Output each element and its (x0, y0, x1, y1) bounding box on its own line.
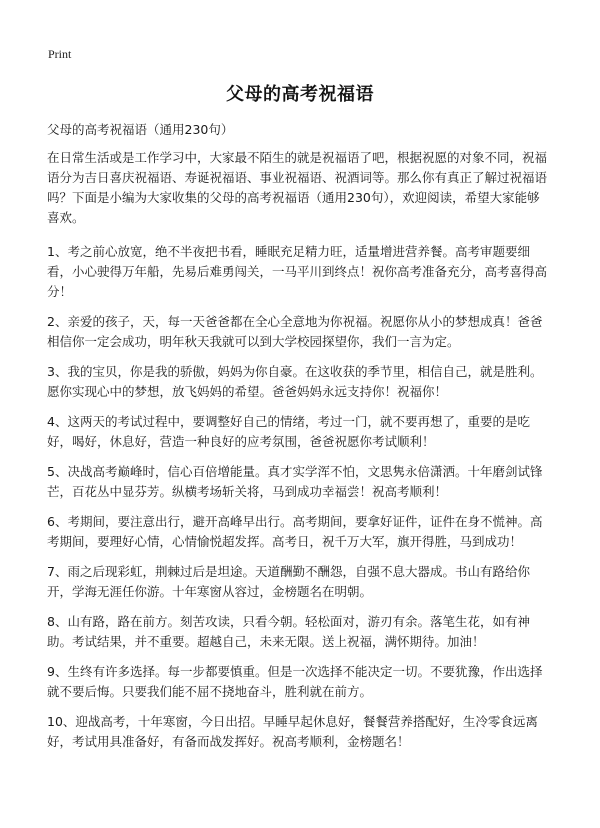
blessing-item-6: 6、考期间，要注意出行，避开高峰早出行。高考期间，要拿好证件，证件在身不慌神。高考期间，要理好心情，心情愉悦超发挥。高考日，祝千万大军，旗开得胜，马到成功！ (47, 514, 543, 549)
intro-paragraph: 在日常生活或是工作学习中，大家最不陌生的就是祝福语了吧，根据祝愿的对象不同，祝福语分为吉日喜庆祝福语、寿诞祝福语、事业祝福语、祝酒词等。那么你有真正了解过祝福语吗？下面是小编为大家收集的父母的高考祝福语（通用230句），欢迎阅读，希望大家能够喜欢。 (47, 150, 548, 225)
print-link[interactable]: Print (48, 47, 72, 61)
page-title: 父母的高考祝福语 (226, 84, 374, 105)
blessing-item-2: 2、亲爱的孩子，天，每一天爸爸都在全心全意地为你祝福。祝愿你从小的梦想成真！爸爸相信你一定会成功，明年秋天我就可以到大学校园探望你，我们一言为定。 (47, 314, 543, 349)
blessing-item-9: 9、生终有许多选择。每一步都要慎重。但是一次选择不能决定一切。不要犹豫，作出选择就不要后悔。只要我们能不屈不挠地奋斗，胜利就在前方。 (47, 664, 543, 699)
blessing-item-10: 10、迎战高考，十年寒窗，今日出招。早睡早起休息好，餐餐营养搭配好，生冷零食远离好，考试用具准备好，有备而战发挥好。祝高考顺利，金榜题名！ (47, 714, 538, 749)
blessing-item-7: 7、雨之后现彩虹，荆棘过后是坦途。天道酬勤不酬怨，自强不息大器成。书山有路给你开，学海无涯任你游。十年寒窗从容过，金榜题名在明朝。 (47, 564, 530, 599)
document-subtitle: 父母的高考祝福语（通用230句） (47, 122, 234, 137)
blessing-item-5: 5、决战高考巅峰时，信心百倍增能量。真才实学浑不怕，文思隽永倍潇洒。十年磨剑试锋芒，百花丛中显芬芳。纵横考场斩关将，马到成功幸福尝！祝高考顺利！ (47, 464, 543, 499)
document-body (47, 148, 552, 762)
blessing-item-4: 4、这两天的考试过程中，要调整好自己的情绪，考过一门，就不要再想了，重要的是吃好，喝好，休息好，营造一种良好的应考氛围，爸爸祝愿你考试顺利！ (47, 414, 530, 449)
blessing-item-3: 3、我的宝贝，你是我的骄傲，妈妈为你自豪。在这收获的季节里，相信自己，就是胜利。愿你实现心中的梦想，放飞妈妈的希望。爸爸妈妈永远支持你！祝福你！ (47, 364, 543, 399)
blessing-item-8: 8、山有路，路在前方。刻苦攻读，只看今朝。轻松面对，游刃有余。落笔生花，如有神助。考试结果，并不重要。超越自己，未来无限。送上祝福，满怀期待。加油！ (47, 614, 530, 649)
blessing-item-1: 1、考之前心放宽，绝不半夜把书看，睡眠充足精力旺，适量增进营养餐。高考审题要细看，小心驶得万年船，先易后难勇闯关，一马平川到终点！祝你高考准备充分，高考喜得高分！ (47, 244, 548, 299)
